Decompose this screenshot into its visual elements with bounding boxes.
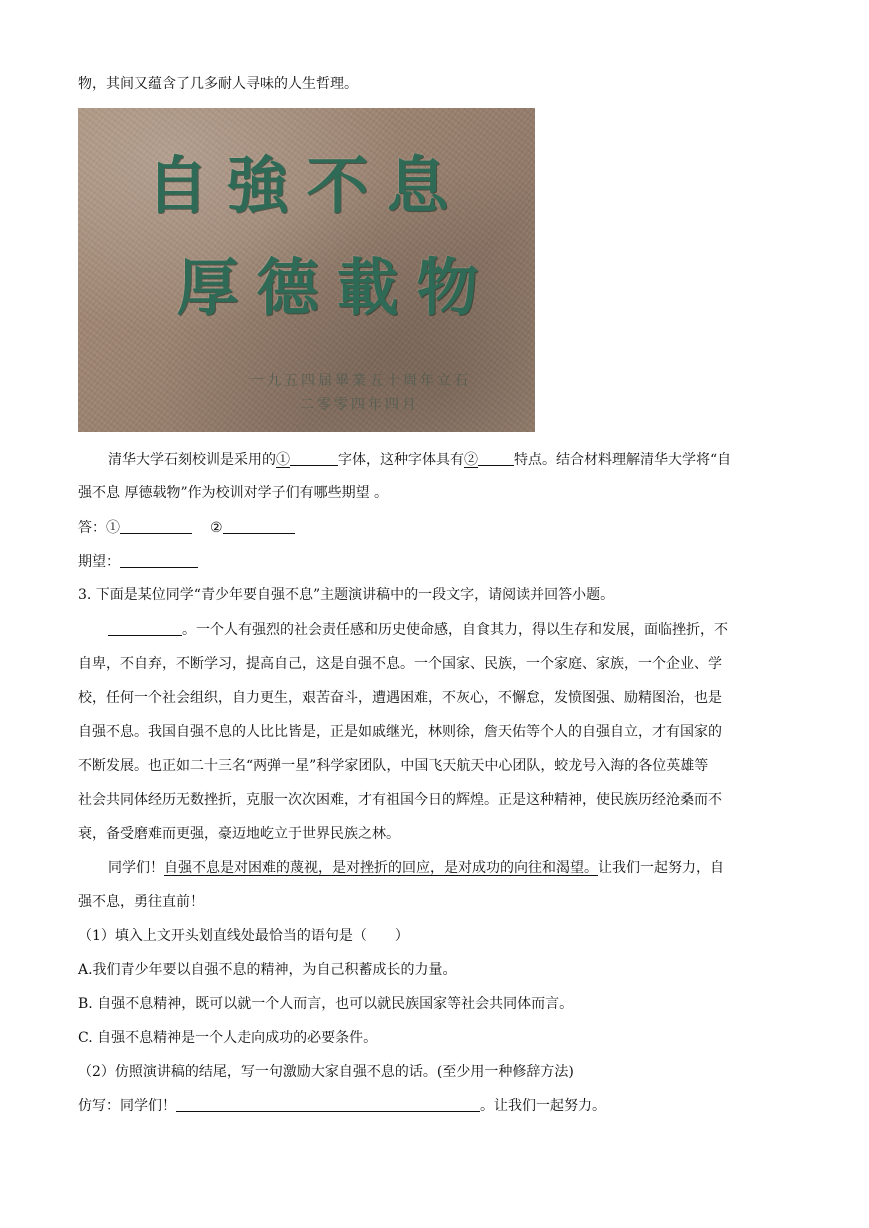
q3-para1-line-1 [108, 620, 728, 640]
tsinghua-motto-stone-image [78, 108, 535, 432]
q3-para1-line-3: 校，任何一个社会组织，自力更生，艰苦奋斗，遭遇困难，不灰心，不懈怠，发愤图强、励精图治，也是 [78, 690, 722, 706]
stone-carving-line-1: 自強不息 [146, 149, 467, 222]
option-c[interactable]: C. 自强不息精神是一个人走向成功的必要条件。 [78, 1030, 378, 1046]
imitation-line [78, 1096, 606, 1116]
expectation-label: 期望： [78, 554, 120, 570]
question-2-line-2: 强不息 厚德载物”作为校训对学子们有哪些期望 。 [78, 485, 389, 501]
q2-text-c: 特点。结合材料理解清华大学将“自 [514, 452, 732, 468]
q3-para1-line-5: 不断发展。也正如二十三名“两弹一星”科学家团队，中国飞天航天中心团队，蛟龙号入海的各位英雄等 [78, 758, 709, 774]
imitation-end: 。让我们一起努力。 [480, 1098, 606, 1114]
question-3-heading: 3. 下面是某位同学“青少年要自强不息”主题演讲稿中的一段文字，请阅读并回答小题。 [78, 587, 615, 603]
stone-inscription-2: 二零零四年四月 [300, 397, 419, 413]
q3-para1-line-4: 自强不息。我国自强不息的人比比皆是，正是如戚继光，林则徐，詹天佑等个人的自强自立，才有国家的 [78, 724, 722, 740]
sub-question-1: （1）填入上文开头划直线处最恰当的语句是（ ） [78, 928, 409, 944]
q3-para1-line-6: 社会共同体经历无数挫折，克服一次次困难，才有祖国今日的辉煌。正是这种精神，使民族历经沧桑而不 [78, 792, 722, 808]
q3-para1-text-1: 。一个人有强烈的社会责任感和历史使命感，自食其力，得以生存和发展，面临挫折，不 [182, 622, 728, 638]
q3-para2-tail: 让我们一起努力，自 [598, 860, 724, 876]
sub-question-2: （2）仿照演讲稿的结尾，写一句激励大家自强不息的话。(至少用一种修辞方法) [78, 1064, 574, 1080]
blank-1-marker: ① [276, 452, 290, 468]
q3-para2-line-2: 强不息，勇往直前！ [78, 894, 204, 910]
expectation-blank[interactable] [120, 553, 198, 568]
stone-inscription-1: 一九五四届畢業五十周年立石 [250, 373, 471, 389]
answer-blank-2[interactable] [223, 519, 295, 534]
q3-para2-underlined-sentence: 自强不息是对困难的蔑视，是对挫折的回应，是对成功的向往和渴望。 [164, 860, 598, 876]
imitation-blank[interactable] [176, 1097, 480, 1112]
answer-blank-1[interactable] [120, 519, 192, 534]
question-2-line-1 [108, 450, 731, 470]
q2-text-b: 字体，这种字体具有 [338, 452, 464, 468]
blank-1-line[interactable] [290, 451, 338, 466]
q3-para2-line-1 [108, 858, 724, 878]
blank-2-line[interactable] [478, 451, 514, 466]
blank-2-marker: ② [464, 452, 478, 468]
q3-para1-line-7: 衰，备受磨难而更强，豪迈地屹立于世界民族之林。 [78, 826, 400, 842]
option-b[interactable]: B. 自强不息精神，既可以就一个人而言，也可以就民族国家等社会共同体而言。 [78, 996, 574, 1012]
intro-tail-line: 物，其间又蕴含了几多耐人寻味的人生哲理。 [78, 76, 358, 92]
option-a[interactable]: A.我们青少年要以自强不息的精神，为自己积蓄成长的力量。 [78, 962, 457, 978]
imitation-label: 仿写：同学们！ [78, 1098, 176, 1114]
q2-text-a: 清华大学石刻校训是采用的 [108, 452, 276, 468]
stone-carving-line-2: 厚德載物 [176, 251, 497, 324]
answer-label: 答：① [78, 520, 120, 536]
answer-line [78, 518, 295, 538]
expectation-line [78, 552, 198, 572]
q3-para1-line-2: 自卑，不自弃，不断学习，提高自己，这是自强不息。一个国家、民族，一个家庭、家族，一个企业、学 [78, 656, 722, 672]
q3-para2-greeting: 同学们！ [108, 860, 164, 876]
answer-mid-label: ② [210, 520, 223, 536]
q3-lead-blank[interactable] [108, 621, 182, 636]
